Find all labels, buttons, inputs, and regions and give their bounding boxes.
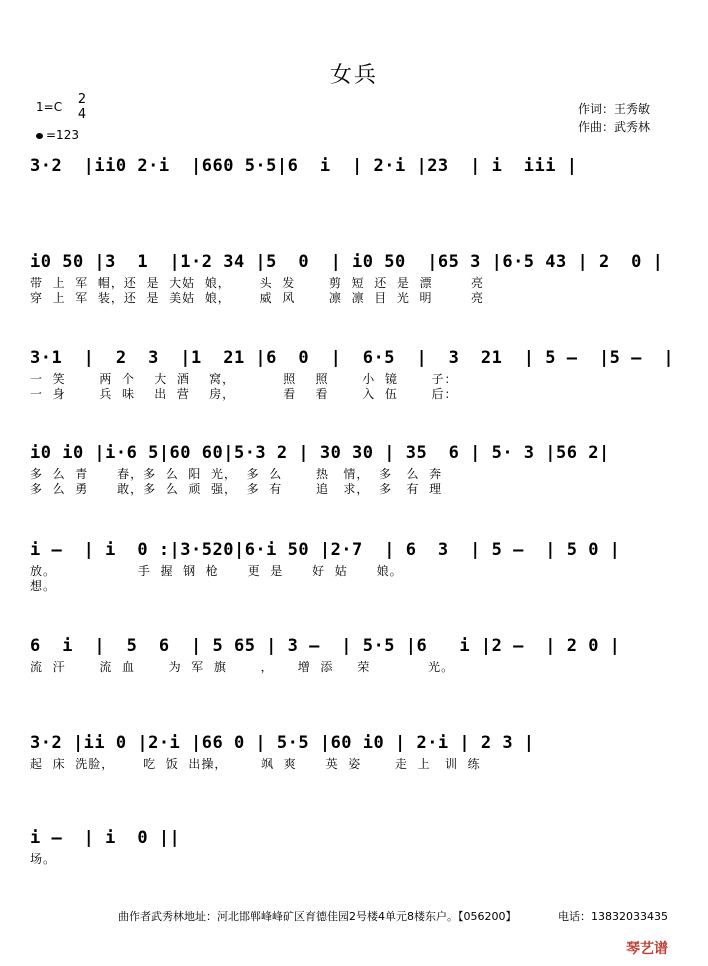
notation-line: i0 i0 |i·6 5|60 60|5·3 2 | 30 30 | 35 6 | 5· 3 |56 2| bbox=[30, 443, 610, 463]
notation-line: 3·2 |ii0 2·i |660 5·5|6 i | 2·i |23 | i iii | bbox=[30, 156, 578, 176]
lyric-line: 场。 bbox=[30, 852, 57, 866]
notation-line: i – | i 0 || bbox=[30, 828, 181, 848]
lyric-line: 一 笑 两 个 大 酒 窝， 照 照 小 镜 子： bbox=[30, 372, 458, 386]
key-signature: 1=C bbox=[36, 100, 63, 114]
composer-credit: 作曲：武秀林 bbox=[578, 120, 651, 134]
quarter-note-icon bbox=[36, 133, 43, 139]
time-sig-bottom: 4 bbox=[77, 107, 87, 122]
lyricist-credit: 作词：王秀敏 bbox=[578, 102, 651, 116]
notation-line: i – | i 0 :|3·520|6·i 50 |2·7 | 6 3 | 5 – | 5 0 | bbox=[30, 540, 621, 560]
tempo-value: =123 bbox=[46, 128, 79, 142]
phone-number: 电话：13832033435 bbox=[558, 910, 668, 923]
song-title: 女兵 bbox=[329, 63, 378, 88]
lyric-line: 一 身 兵 味 出 营 房， 看 看 入 伍 后： bbox=[30, 387, 458, 401]
lyric-line: 带 上 军 帽，还 是 大姑 娘， 头 发 剪 短 还 是 漂 亮 bbox=[30, 276, 485, 290]
composer-address: 曲作者武秀林地址：河北邯郸峰峰矿区育德佳园2号楼4单元8楼东户。【056200】 bbox=[118, 910, 517, 923]
time-signature bbox=[76, 92, 88, 122]
notation-line: 3·1 | 2 3 |1 21 |6 0 | 6·5 | 3 21 | 5 – |5 – | bbox=[30, 348, 675, 368]
notation-line: 6 i | 5 6 | 5 65 | 3 – | 5·5 |6 i |2 – | 2 0 | bbox=[30, 636, 621, 656]
site-logo: 琴艺谱 bbox=[626, 941, 668, 957]
tempo-marking bbox=[36, 128, 79, 142]
time-sig-top: 2 bbox=[77, 92, 87, 107]
lyric-line: 多 么 勇 敢，多 么 顽 强， 多 有 追 求， 多 有 理 bbox=[30, 482, 443, 496]
lyric-line: 放。 手 握 钢 枪 更 是 好 姑 娘。 bbox=[30, 564, 403, 578]
lyric-line: 流 汗 流 血 为 军 旗 ， 增 添 荣 光。 bbox=[30, 660, 455, 674]
lyric-line: 多 么 青 春，多 么 阳 光， 多 么 热 情， 多 么 奔 bbox=[30, 467, 443, 481]
lyric-line: 穿 上 军 装，还 是 美姑 娘， 威 风 凛 凛 目 光 明 亮 bbox=[30, 291, 485, 305]
notation-line: i0 50 |3 1 |1·2 34 |5 0 | i0 50 |65 3 |6·5 43 | 2 0 | bbox=[30, 252, 664, 272]
lyric-line: 想。 bbox=[30, 579, 57, 593]
notation-line: 3·2 |ii 0 |2·i |66 0 | 5·5 |60 i0 | 2·i | 2 3 | bbox=[30, 733, 535, 753]
lyric-line: 起 床 洗脸， 吃 饭 出操， 飒 爽 英 姿 走 上 训 练 bbox=[30, 757, 481, 771]
